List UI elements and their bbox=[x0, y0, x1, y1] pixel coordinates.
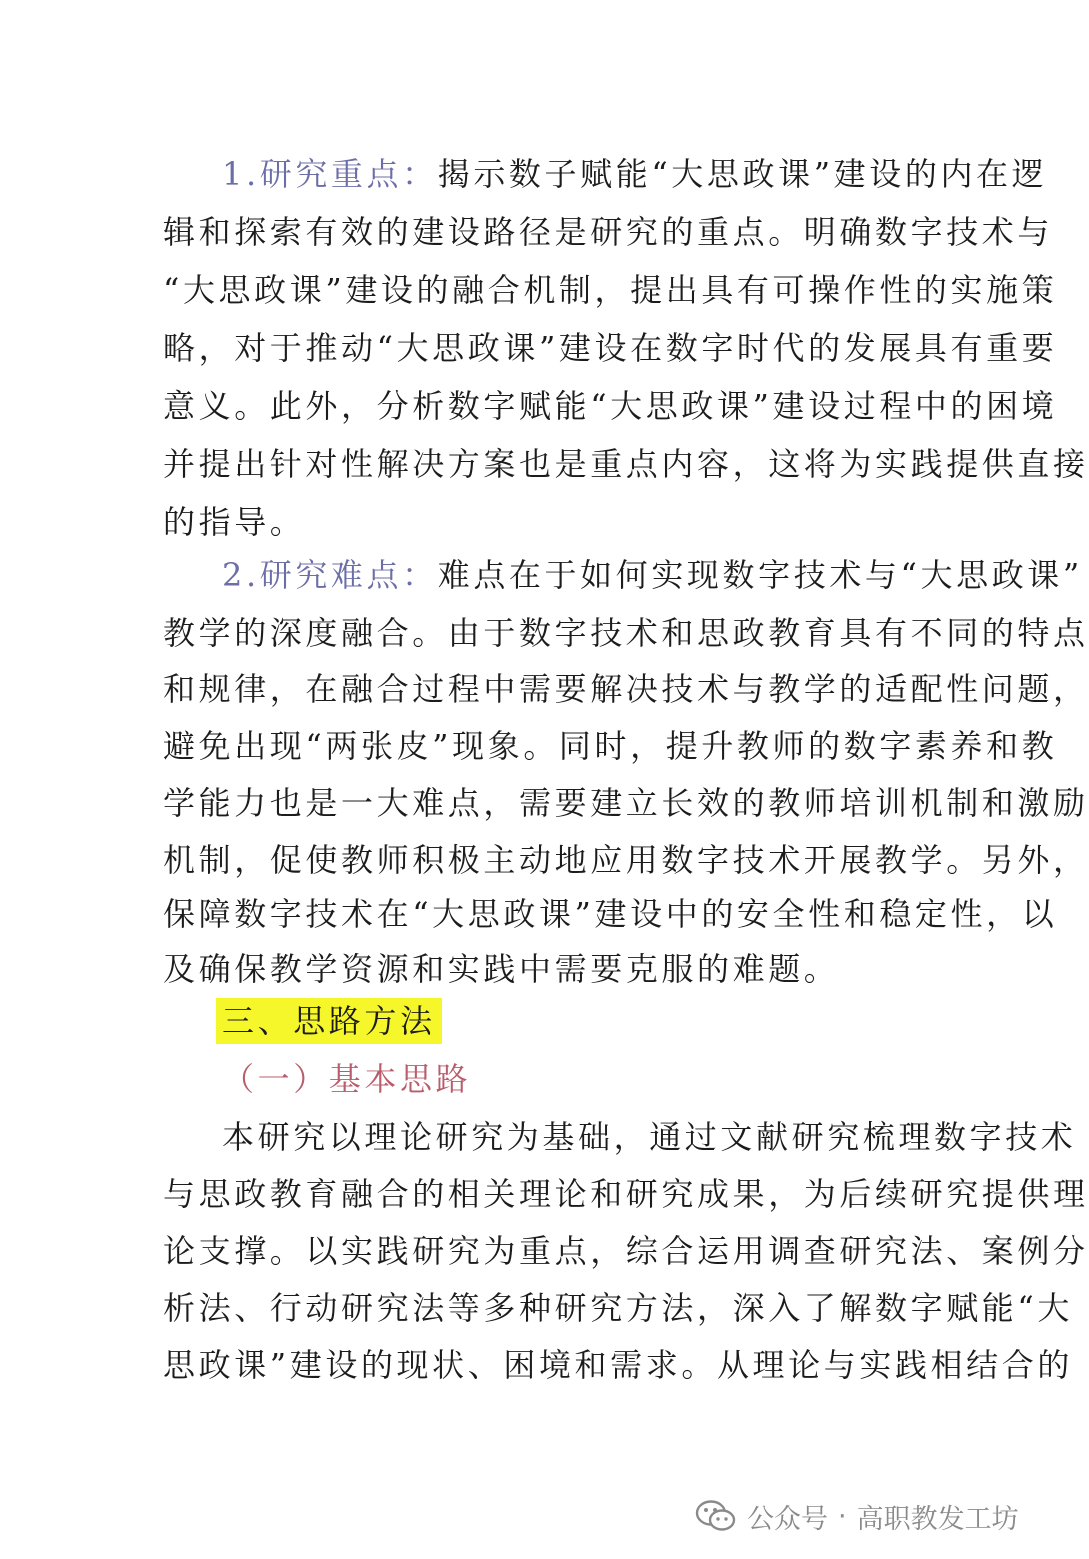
watermark-separator: · bbox=[838, 1500, 847, 1532]
key-points-label: 1.研究重点： bbox=[222, 155, 438, 193]
basic-idea-heading: （一）基本思路 bbox=[222, 1060, 472, 1098]
wechat-icon bbox=[695, 1499, 737, 1533]
key-points-line-1 bbox=[222, 145, 1048, 203]
methods-heading bbox=[216, 992, 442, 1050]
key-points-line-4: 略，对于推动“大思政课”建设在数字时代的发展具有重要 bbox=[163, 329, 1058, 367]
basic-idea-line-5: 思政课”建设的现状、困境和需求。从理论与实践相结合的 bbox=[163, 1346, 1073, 1384]
watermark-account: 高职教发工坊 bbox=[856, 1503, 1019, 1535]
difficulties-line-6: 机制，促使教师积极主动地应用数字技术开展教学。另外， bbox=[163, 841, 1089, 879]
difficulties-line-7: 保障数字技术在“大思政课”建设中的安全性和稳定性，以 bbox=[163, 895, 1058, 933]
key-points-line-6: 并提出针对性解决方案也是重点内容，这将为实践提供直接 bbox=[163, 445, 1089, 483]
difficulties-line-8: 及确保教学资源和实践中需要克服的难题。 bbox=[163, 950, 840, 988]
key-points-text: 揭示数子赋能“大思政课”建设的内在逻 bbox=[437, 155, 1048, 193]
difficulties-line-1 bbox=[222, 546, 1083, 604]
difficulties-line-5: 学能力也是一大难点，需要建立长效的教师培训机制和激励 bbox=[163, 784, 1089, 822]
methods-heading-text: 三、思路方法 bbox=[216, 998, 442, 1044]
basic-idea-line-1: 本研究以理论研究为基础，通过文献研究梳理数字技术 bbox=[222, 1118, 1077, 1156]
difficulties-label: 2.研究难点： bbox=[222, 556, 438, 594]
difficulties-line-3: 和规律，在融合过程中需要解决技术与教学的适配性问题， bbox=[163, 670, 1089, 708]
basic-idea-line-2: 与思政教育融合的相关理论和研究成果，为后续研究提供理 bbox=[163, 1175, 1089, 1213]
difficulties-text: 难点在于如何实现数字技术与“大思政课” bbox=[437, 556, 1083, 594]
key-points-line-5: 意义。此外，分析数字赋能“大思政课”建设过程中的困境 bbox=[163, 387, 1058, 425]
watermark bbox=[695, 1494, 1019, 1538]
key-points-line-7: 的指导。 bbox=[163, 503, 306, 541]
key-points-line-2: 辑和探索有效的建设路径是研究的重点。明确数字技术与 bbox=[163, 213, 1054, 251]
difficulties-line-4: 避免出现“两张皮”现象。同时，提升教师的数字素养和教 bbox=[163, 727, 1058, 765]
key-points-line-3: “大思政课”建设的融合机制，提出具有可操作性的实施策 bbox=[163, 271, 1058, 309]
basic-idea-line-4: 析法、行动研究法等多种研究方法，深入了解数字赋能“大 bbox=[163, 1289, 1073, 1327]
basic-idea-line-3: 论支撑。以实践研究为重点，综合运用调查研究法、案例分 bbox=[163, 1232, 1089, 1270]
watermark-platform: 公众号 bbox=[747, 1503, 828, 1535]
difficulties-line-2: 教学的深度融合。由于数字技术和思政教育具有不同的特点 bbox=[163, 614, 1089, 652]
